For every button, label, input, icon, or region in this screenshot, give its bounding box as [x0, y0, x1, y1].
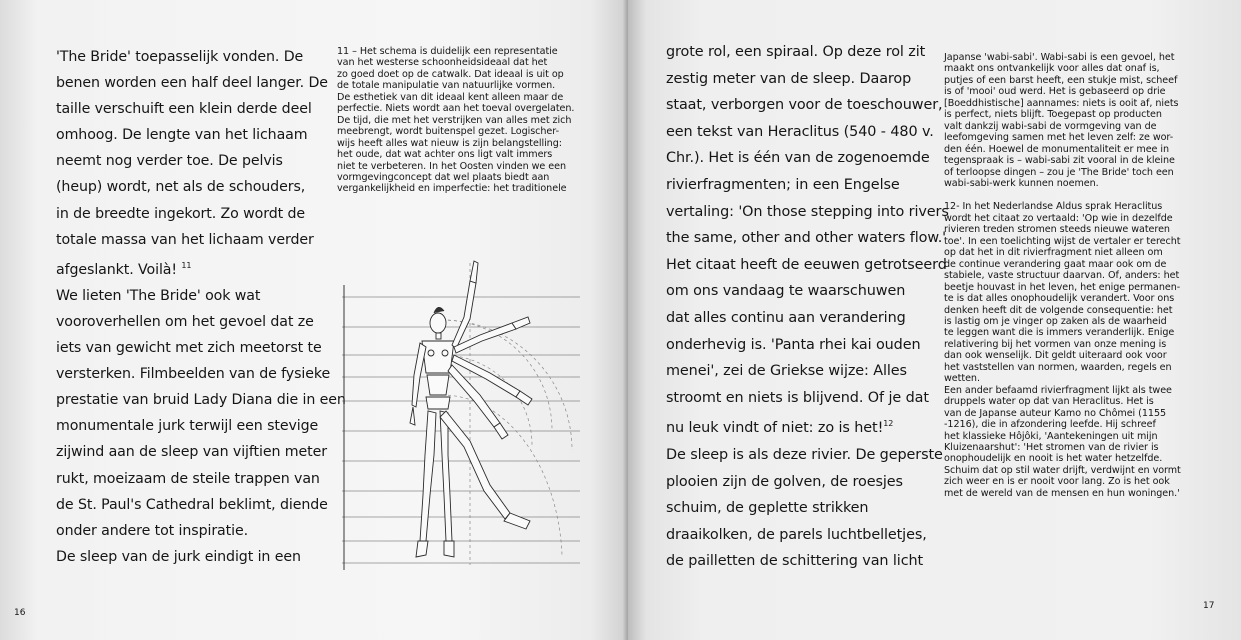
text-line: onder andere tot inspiratie.	[56, 522, 248, 539]
text-line	[666, 411, 949, 442]
note-line: te leggen want die is immers veranderlijk. Enige	[944, 327, 1175, 339]
text-line: onderhevig is. 'Panta rhei kai ouden	[666, 336, 921, 353]
text-line: We lieten 'The Bride' ook wat	[56, 287, 261, 304]
text-line: menei', zei de Griekse wijze: Alles	[666, 363, 907, 380]
note-line: rivieren treden stromen steeds nieuwe wateren	[944, 224, 1170, 236]
footnote-11-continued	[944, 52, 1181, 189]
text-line: prestatie van bruid Lady Diana die in een	[56, 392, 346, 409]
note-line: wetten.	[944, 373, 980, 385]
text-line: in de breedte ingekort. Zo wordt de	[56, 205, 306, 222]
note-line: toe'. In een toelichting wijst de vertaler er terecht	[944, 235, 1181, 247]
note-line: meebrengt, wordt buitenspel gezet. Logischer-	[337, 126, 559, 138]
text-line: vertaling: 'On those stepping into rivers	[666, 203, 949, 220]
text-line: zestig meter van de sleep. Daarop	[666, 70, 912, 87]
note-line: -1216), die in afzondering leefde. Hij schreef	[944, 419, 1156, 431]
note-line: De esthetiek van dit ideaal kent alleen maar de	[337, 91, 564, 103]
note-line: de totale manipulatie van natuurlijke vormen.	[337, 80, 556, 92]
note-line: tegenspraak is – wabi-sabi zit vooral in de kleine	[944, 155, 1175, 167]
page-number-right: 17	[1203, 601, 1215, 611]
text-line: draaikolken, de parels luchtbelletjes,	[666, 526, 927, 543]
text-line: de pailletten de schittering van licht	[666, 553, 924, 570]
note-line: 12- In het Nederlandse Aldus sprak Heraclitus	[944, 201, 1163, 213]
note-line: van de Japanse auteur Kamo no Chômei (1155	[944, 407, 1167, 419]
note-line: het vaststellen van normen, waarden, regels en	[944, 361, 1172, 373]
note-line: putjes of een barst heeft, een stukje mist, scheef	[944, 74, 1178, 86]
note-line: is perfect, niets blijft. Toegepast op producten	[944, 109, 1162, 121]
footnote-11	[337, 46, 574, 195]
note-line: te is dat alles onophoudelijk verandert. Voor ons	[944, 293, 1175, 305]
text-line: grote rol, een spiraal. Op deze rol zit	[666, 44, 926, 60]
text-line	[56, 253, 346, 283]
text-line: om ons vandaag te waarschuwen	[666, 283, 906, 300]
text-line: De sleep is als deze rivier. De geperste	[666, 446, 943, 463]
text-line: De sleep van de jurk eindigt in een	[56, 548, 301, 565]
text-line-content: nu leuk vindt of niet: zo is het!	[666, 420, 884, 437]
note-line: is of 'mooi' oud werd. Het is gebaseerd op drie	[944, 86, 1166, 98]
footnote-ref-11: 11	[181, 260, 192, 270]
right-main-text	[666, 39, 949, 575]
left-main-text	[56, 44, 346, 570]
footnotes-right	[944, 52, 1181, 499]
proportion-mannequin-drawing-icon	[330, 245, 590, 575]
note-line: stabiele, vaste structuur daarvan. Of, anders: het	[944, 270, 1180, 282]
note-line: dan ook wenselijk. Dit geldt uiteraard ook voor	[944, 350, 1167, 362]
note-line: maakt ons ontvankelijk voor alles dat onaf is,	[944, 63, 1160, 75]
text-line-content: afgeslankt. Voilà!	[56, 261, 177, 278]
text-line: (heup) wordt, net als de schouders,	[56, 179, 306, 196]
note-line: vormgevingconcept dat wel plaats biedt aan	[337, 171, 550, 183]
note-spacer	[944, 189, 1181, 201]
note-line: met de wereld van de mensen en hun woningen.'	[944, 487, 1180, 499]
text-line: Chr.). Het is één van de zogenoemde	[666, 150, 930, 167]
text-line: monumentale jurk terwijl een stevige	[56, 418, 319, 435]
text-line: 'The Bride' toepasselijk vonden. De	[56, 49, 304, 65]
text-line: vooroverhellen om het gevoel dat ze	[56, 313, 314, 330]
note-line: niet te verbeteren. In het Oosten vinden we een	[337, 160, 567, 172]
note-line: De tijd, die met het verstrijken van alles met zich	[337, 114, 572, 126]
text-line: zijwind aan de sleep van vijftien meter	[56, 444, 327, 461]
note-line: wabi-sabi-werk kunnen noemen.	[944, 177, 1099, 189]
note-line: van het westerse schoonheidsideaal dat het	[337, 57, 548, 69]
text-line: taille verschuift een klein derde deel	[56, 101, 312, 118]
note-line: relativering bij het vormen van onze mening is	[944, 338, 1167, 350]
note-line: of terloopse dingen – zou je 'The Bride' toch een	[944, 166, 1174, 178]
text-line: stroomt en niets is blijvend. Of je dat	[666, 389, 929, 406]
text-line: plooien zijn de golven, de roesjes	[666, 473, 903, 490]
note-line: druppels water op dat van Heraclitus. Het is	[944, 396, 1154, 408]
note-line: het oude, dat wat achter ons ligt valt immers	[337, 149, 553, 161]
note-line: Kluizenaarshut': 'Het stromen van de rivier is	[944, 441, 1159, 453]
note-line: perfectie. Niets wordt aan het toeval overgelaten.	[337, 103, 575, 115]
text-line: een tekst van Heraclitus (540 - 480 v.	[666, 123, 934, 140]
footnote-12	[944, 201, 1181, 499]
note-line: is lastig om je vinger op zaken als de waarheid	[944, 315, 1167, 327]
page-number-left: 16	[14, 608, 26, 618]
note-line: 11 – Het schema is duidelijk een representatie	[337, 46, 558, 57]
text-line: neemt nog verder toe. De pelvis	[56, 153, 283, 170]
text-line: benen worden een half deel langer. De	[56, 75, 328, 92]
note-line: beetje houvast in het leven, het enige permanen-	[944, 281, 1181, 293]
note-line: Een ander befaamd rivierfragment lijkt als twee	[944, 384, 1172, 396]
text-line: dat alles continu aan verandering	[666, 309, 906, 326]
note-line: vergankelijkheid en imperfectie: het traditionele	[337, 183, 567, 195]
note-line: zo goed doet op de catwalk. Dat ideaal is uit op	[337, 68, 564, 80]
text-line: totale massa van het lichaam verder	[56, 231, 314, 248]
note-line: op dat het in dit rivierfragment niet alleen om	[944, 247, 1163, 259]
note-line: [Boeddhistische] aannames: niets is ooit af, niets	[944, 97, 1179, 109]
text-line: versterken. Filmbeelden van de fysieke	[56, 366, 331, 383]
note-line: de continue verandering gaat maar ook om de	[944, 258, 1167, 270]
note-line: onophoudelijk en nooit is het water hetzelfde.	[944, 453, 1163, 465]
note-line: zich weer en is er nooit voor lang. Zo is het ook	[944, 476, 1170, 488]
text-line: rukt, moeizaam de steile trappen van	[56, 470, 320, 487]
note-line: Schuim dat op stil water drijft, verdwijnt en vormt	[944, 464, 1181, 476]
text-line: staat, verborgen voor de toeschouwer,	[666, 97, 943, 114]
note-line: het klassieke Hôjôki, 'Aantekeningen uit mijn	[944, 430, 1158, 442]
text-line: Het citaat heeft de eeuwen getrotseerd	[666, 256, 947, 273]
note-line: leefomgeving samen met het leven zelf: ze wor-	[944, 132, 1174, 144]
note-line: den één. Hoewel de monumentaliteit er mee in	[944, 143, 1170, 155]
footnote-ref-12: 12	[883, 419, 894, 429]
text-line: rivierfragmenten; in een Engelse	[666, 176, 900, 193]
text-line: iets van gewicht met zich meetorst te	[56, 340, 322, 357]
note-line: valt dankzij wabi-sabi de vormgeving van de	[944, 120, 1157, 132]
text-line: de St. Paul's Cathedral beklimt, diende	[56, 496, 328, 513]
note-line: wordt het citaat zo vertaald: 'Op wie in dezelfde	[944, 212, 1173, 224]
note-line: wijs heeft alles wat nieuw is zijn belangstelling:	[337, 137, 562, 149]
text-line: the same, other and other waters flow.'	[666, 230, 947, 247]
text-line: omhoog. De lengte van het lichaam	[56, 127, 308, 144]
note-line: Japanse 'wabi-sabi'. Wabi-sabi is een gevoel, het	[944, 52, 1175, 63]
text-line: schuim, de geplette strikken	[666, 500, 869, 517]
note-line: denken heeft dit de volgende consequentie: het	[944, 304, 1173, 316]
